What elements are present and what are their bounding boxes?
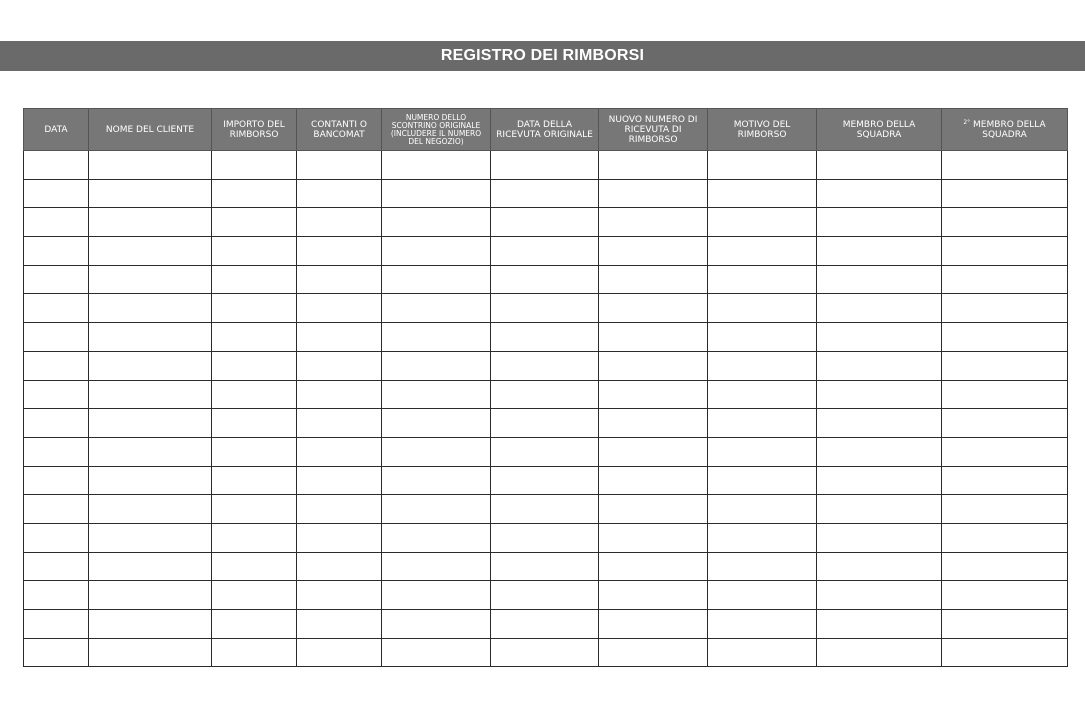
table-cell[interactable] [382,409,491,438]
table-cell[interactable] [24,179,89,208]
table-cell[interactable] [708,237,817,266]
table-cell[interactable] [89,208,212,237]
table-cell[interactable] [599,495,708,524]
table-cell[interactable] [599,638,708,667]
table-cell[interactable] [942,380,1068,409]
table-cell[interactable] [599,610,708,639]
table-cell[interactable] [89,466,212,495]
table-cell[interactable] [817,466,942,495]
table-cell[interactable] [212,495,297,524]
table-cell[interactable] [89,151,212,180]
column-header-date: DATA [24,109,89,151]
table-cell[interactable] [24,409,89,438]
table-cell[interactable] [89,437,212,466]
table-cell[interactable] [212,581,297,610]
table-cell[interactable] [297,179,382,208]
table-cell[interactable] [942,237,1068,266]
table-cell[interactable] [297,323,382,352]
table-cell[interactable] [491,638,599,667]
table-cell[interactable] [24,323,89,352]
table-cell[interactable] [599,323,708,352]
table-cell[interactable] [708,638,817,667]
table-cell[interactable] [491,294,599,323]
table-cell[interactable] [297,581,382,610]
table-cell[interactable] [942,638,1068,667]
table-cell[interactable] [491,437,599,466]
table-cell[interactable] [942,610,1068,639]
column-header-customer-name: NOME DEL CLIENTE [89,109,212,151]
table-row [24,409,1068,438]
table-cell[interactable] [817,351,942,380]
table-cell[interactable] [942,437,1068,466]
table-cell[interactable] [491,466,599,495]
table-cell[interactable] [24,208,89,237]
table-cell[interactable] [297,237,382,266]
table-cell[interactable] [599,552,708,581]
table-cell[interactable] [297,409,382,438]
table-cell[interactable] [24,638,89,667]
table-cell[interactable] [942,495,1068,524]
table-cell[interactable] [599,151,708,180]
table-cell[interactable] [24,437,89,466]
table-cell[interactable] [491,380,599,409]
table-cell[interactable] [599,208,708,237]
table-cell[interactable] [89,294,212,323]
table-cell[interactable] [212,437,297,466]
table-cell[interactable] [942,208,1068,237]
table-cell[interactable] [599,581,708,610]
table-cell[interactable] [708,466,817,495]
table-cell[interactable] [89,179,212,208]
table-cell[interactable] [708,581,817,610]
table-cell[interactable] [708,409,817,438]
table-cell[interactable] [382,294,491,323]
table-cell[interactable] [599,237,708,266]
table-row [24,437,1068,466]
table-cell[interactable] [817,638,942,667]
table-cell[interactable] [817,208,942,237]
table-cell[interactable] [708,523,817,552]
table-cell[interactable] [297,351,382,380]
table-cell[interactable] [708,437,817,466]
table-cell[interactable] [89,610,212,639]
column-header-refund-amount: IMPORTO DEL RIMBORSO [212,109,297,151]
table-row [24,581,1068,610]
table-row [24,610,1068,639]
column-header-second-team-member-label: MEMBRO DELLA SQUADRA [973,119,1046,140]
table-row [24,552,1068,581]
table-cell[interactable] [89,552,212,581]
table-cell[interactable] [599,523,708,552]
table-cell[interactable] [212,323,297,352]
table-cell[interactable] [212,466,297,495]
table-cell[interactable] [942,294,1068,323]
table-cell[interactable] [212,237,297,266]
table-cell[interactable] [942,409,1068,438]
table-cell[interactable] [297,151,382,180]
column-header-refund-reason: MOTIVO DEL RIMBORSO [708,109,817,151]
table-cell[interactable] [708,179,817,208]
table-cell[interactable] [382,179,491,208]
table-cell[interactable] [24,151,89,180]
table-cell[interactable] [24,294,89,323]
table-cell[interactable] [942,151,1068,180]
table-cell[interactable] [382,610,491,639]
table-cell[interactable] [382,581,491,610]
table-cell[interactable] [942,323,1068,352]
table-row [24,380,1068,409]
table-cell[interactable] [89,237,212,266]
table-cell[interactable] [491,610,599,639]
table-body [24,151,1068,667]
page-title: REGISTRO DEI RIMBORSI [0,41,1085,71]
table-row [24,351,1068,380]
table-cell[interactable] [942,523,1068,552]
table-cell[interactable] [599,265,708,294]
table-cell[interactable] [491,179,599,208]
table-cell[interactable] [491,495,599,524]
table-cell[interactable] [212,265,297,294]
table-cell[interactable] [89,495,212,524]
table-cell[interactable] [382,151,491,180]
table-cell[interactable] [817,495,942,524]
table-cell[interactable] [382,351,491,380]
table-cell[interactable] [89,409,212,438]
table-cell[interactable] [817,151,942,180]
table-cell[interactable] [491,265,599,294]
table-cell[interactable] [708,323,817,352]
table-cell[interactable] [382,466,491,495]
table-cell[interactable] [24,610,89,639]
table-row [24,495,1068,524]
table-cell[interactable] [491,523,599,552]
table-cell[interactable] [24,552,89,581]
table-cell[interactable] [942,179,1068,208]
refund-log-table [23,108,1068,667]
table-cell[interactable] [491,581,599,610]
table-cell[interactable] [212,179,297,208]
table-cell[interactable] [817,552,942,581]
table-cell[interactable] [89,351,212,380]
column-header-new-refund-receipt-number: NUOVO NUMERO DI RICEVUTA DI RIMBORSO [599,109,708,151]
table-cell[interactable] [382,208,491,237]
table-row [24,265,1068,294]
table-cell[interactable] [708,380,817,409]
table-cell[interactable] [491,208,599,237]
table-cell[interactable] [491,237,599,266]
column-header-team-member: MEMBRO DELLA SQUADRA [817,109,942,151]
table-cell[interactable] [382,495,491,524]
table-cell[interactable] [24,237,89,266]
table-cell[interactable] [24,495,89,524]
table-cell[interactable] [942,466,1068,495]
table-cell[interactable] [212,523,297,552]
table-cell[interactable] [708,552,817,581]
table-row [24,638,1068,667]
table-cell[interactable] [491,151,599,180]
table-cell[interactable] [708,351,817,380]
table-cell[interactable] [212,552,297,581]
table-row [24,151,1068,180]
table-row [24,523,1068,552]
table-cell[interactable] [212,294,297,323]
table-cell[interactable] [817,380,942,409]
table-cell[interactable] [817,323,942,352]
table-cell[interactable] [599,294,708,323]
table-cell[interactable] [89,581,212,610]
table-cell[interactable] [382,265,491,294]
table-cell[interactable] [708,610,817,639]
table-cell[interactable] [817,523,942,552]
table-cell[interactable] [708,265,817,294]
table-cell[interactable] [708,208,817,237]
table-cell[interactable] [491,409,599,438]
table-cell[interactable] [297,638,382,667]
column-header-second-team-member [942,109,1068,151]
table-cell[interactable] [212,380,297,409]
table-cell[interactable] [212,638,297,667]
table-cell[interactable] [817,437,942,466]
table-cell[interactable] [212,351,297,380]
table-cell[interactable] [297,495,382,524]
column-header-original-receipt-date: DATA DELLA RICEVUTA ORIGINALE [491,109,599,151]
table-cell[interactable] [212,151,297,180]
table-cell[interactable] [491,323,599,352]
table-cell[interactable] [89,265,212,294]
table-cell[interactable] [382,380,491,409]
table-cell[interactable] [297,437,382,466]
table-cell[interactable] [708,151,817,180]
table-cell[interactable] [297,466,382,495]
table-cell[interactable] [599,380,708,409]
table-cell[interactable] [817,237,942,266]
table-cell[interactable] [297,552,382,581]
table-cell[interactable] [89,380,212,409]
table-cell[interactable] [24,523,89,552]
table-cell[interactable] [297,208,382,237]
table-cell[interactable] [24,351,89,380]
table-header-row [24,109,1068,151]
table-cell[interactable] [942,351,1068,380]
table-cell[interactable] [599,466,708,495]
table-cell[interactable] [24,581,89,610]
table-cell[interactable] [817,409,942,438]
table-cell[interactable] [599,179,708,208]
table-cell[interactable] [89,523,212,552]
table-cell[interactable] [599,437,708,466]
table-cell[interactable] [382,523,491,552]
table-row [24,466,1068,495]
column-header-payment-method: CONTANTI O BANCOMAT [297,109,382,151]
table-cell[interactable] [89,323,212,352]
table-cell[interactable] [89,638,212,667]
table-cell[interactable] [24,380,89,409]
table-cell[interactable] [212,409,297,438]
table-cell[interactable] [297,265,382,294]
table-cell[interactable] [24,265,89,294]
table-cell[interactable] [817,179,942,208]
table-row [24,208,1068,237]
table-cell[interactable] [297,523,382,552]
table-cell[interactable] [297,610,382,639]
table-cell[interactable] [212,610,297,639]
table-cell[interactable] [708,495,817,524]
ordinal-prefix: 2° [963,118,971,126]
table-cell[interactable] [942,265,1068,294]
table-cell[interactable] [942,552,1068,581]
table-cell[interactable] [599,351,708,380]
table-cell[interactable] [382,323,491,352]
table-cell[interactable] [297,294,382,323]
table-row [24,237,1068,266]
table-cell[interactable] [599,409,708,438]
table-cell[interactable] [382,638,491,667]
table-cell[interactable] [817,294,942,323]
table-cell[interactable] [817,581,942,610]
table-row [24,323,1068,352]
table-cell[interactable] [382,437,491,466]
table-cell[interactable] [24,466,89,495]
table-cell[interactable] [491,351,599,380]
table-cell[interactable] [491,552,599,581]
table-cell[interactable] [297,380,382,409]
table-cell[interactable] [382,552,491,581]
table-cell[interactable] [817,265,942,294]
table-cell[interactable] [382,237,491,266]
table-row [24,179,1068,208]
table-cell[interactable] [212,208,297,237]
table-cell[interactable] [708,294,817,323]
table-cell[interactable] [942,581,1068,610]
table-row [24,294,1068,323]
table-cell[interactable] [817,610,942,639]
column-header-original-receipt-number: NUMERO DELLO SCONTRINO ORIGINALE (INCLUDERE IL NUMERO DEL NEGOZIO) [382,109,491,151]
